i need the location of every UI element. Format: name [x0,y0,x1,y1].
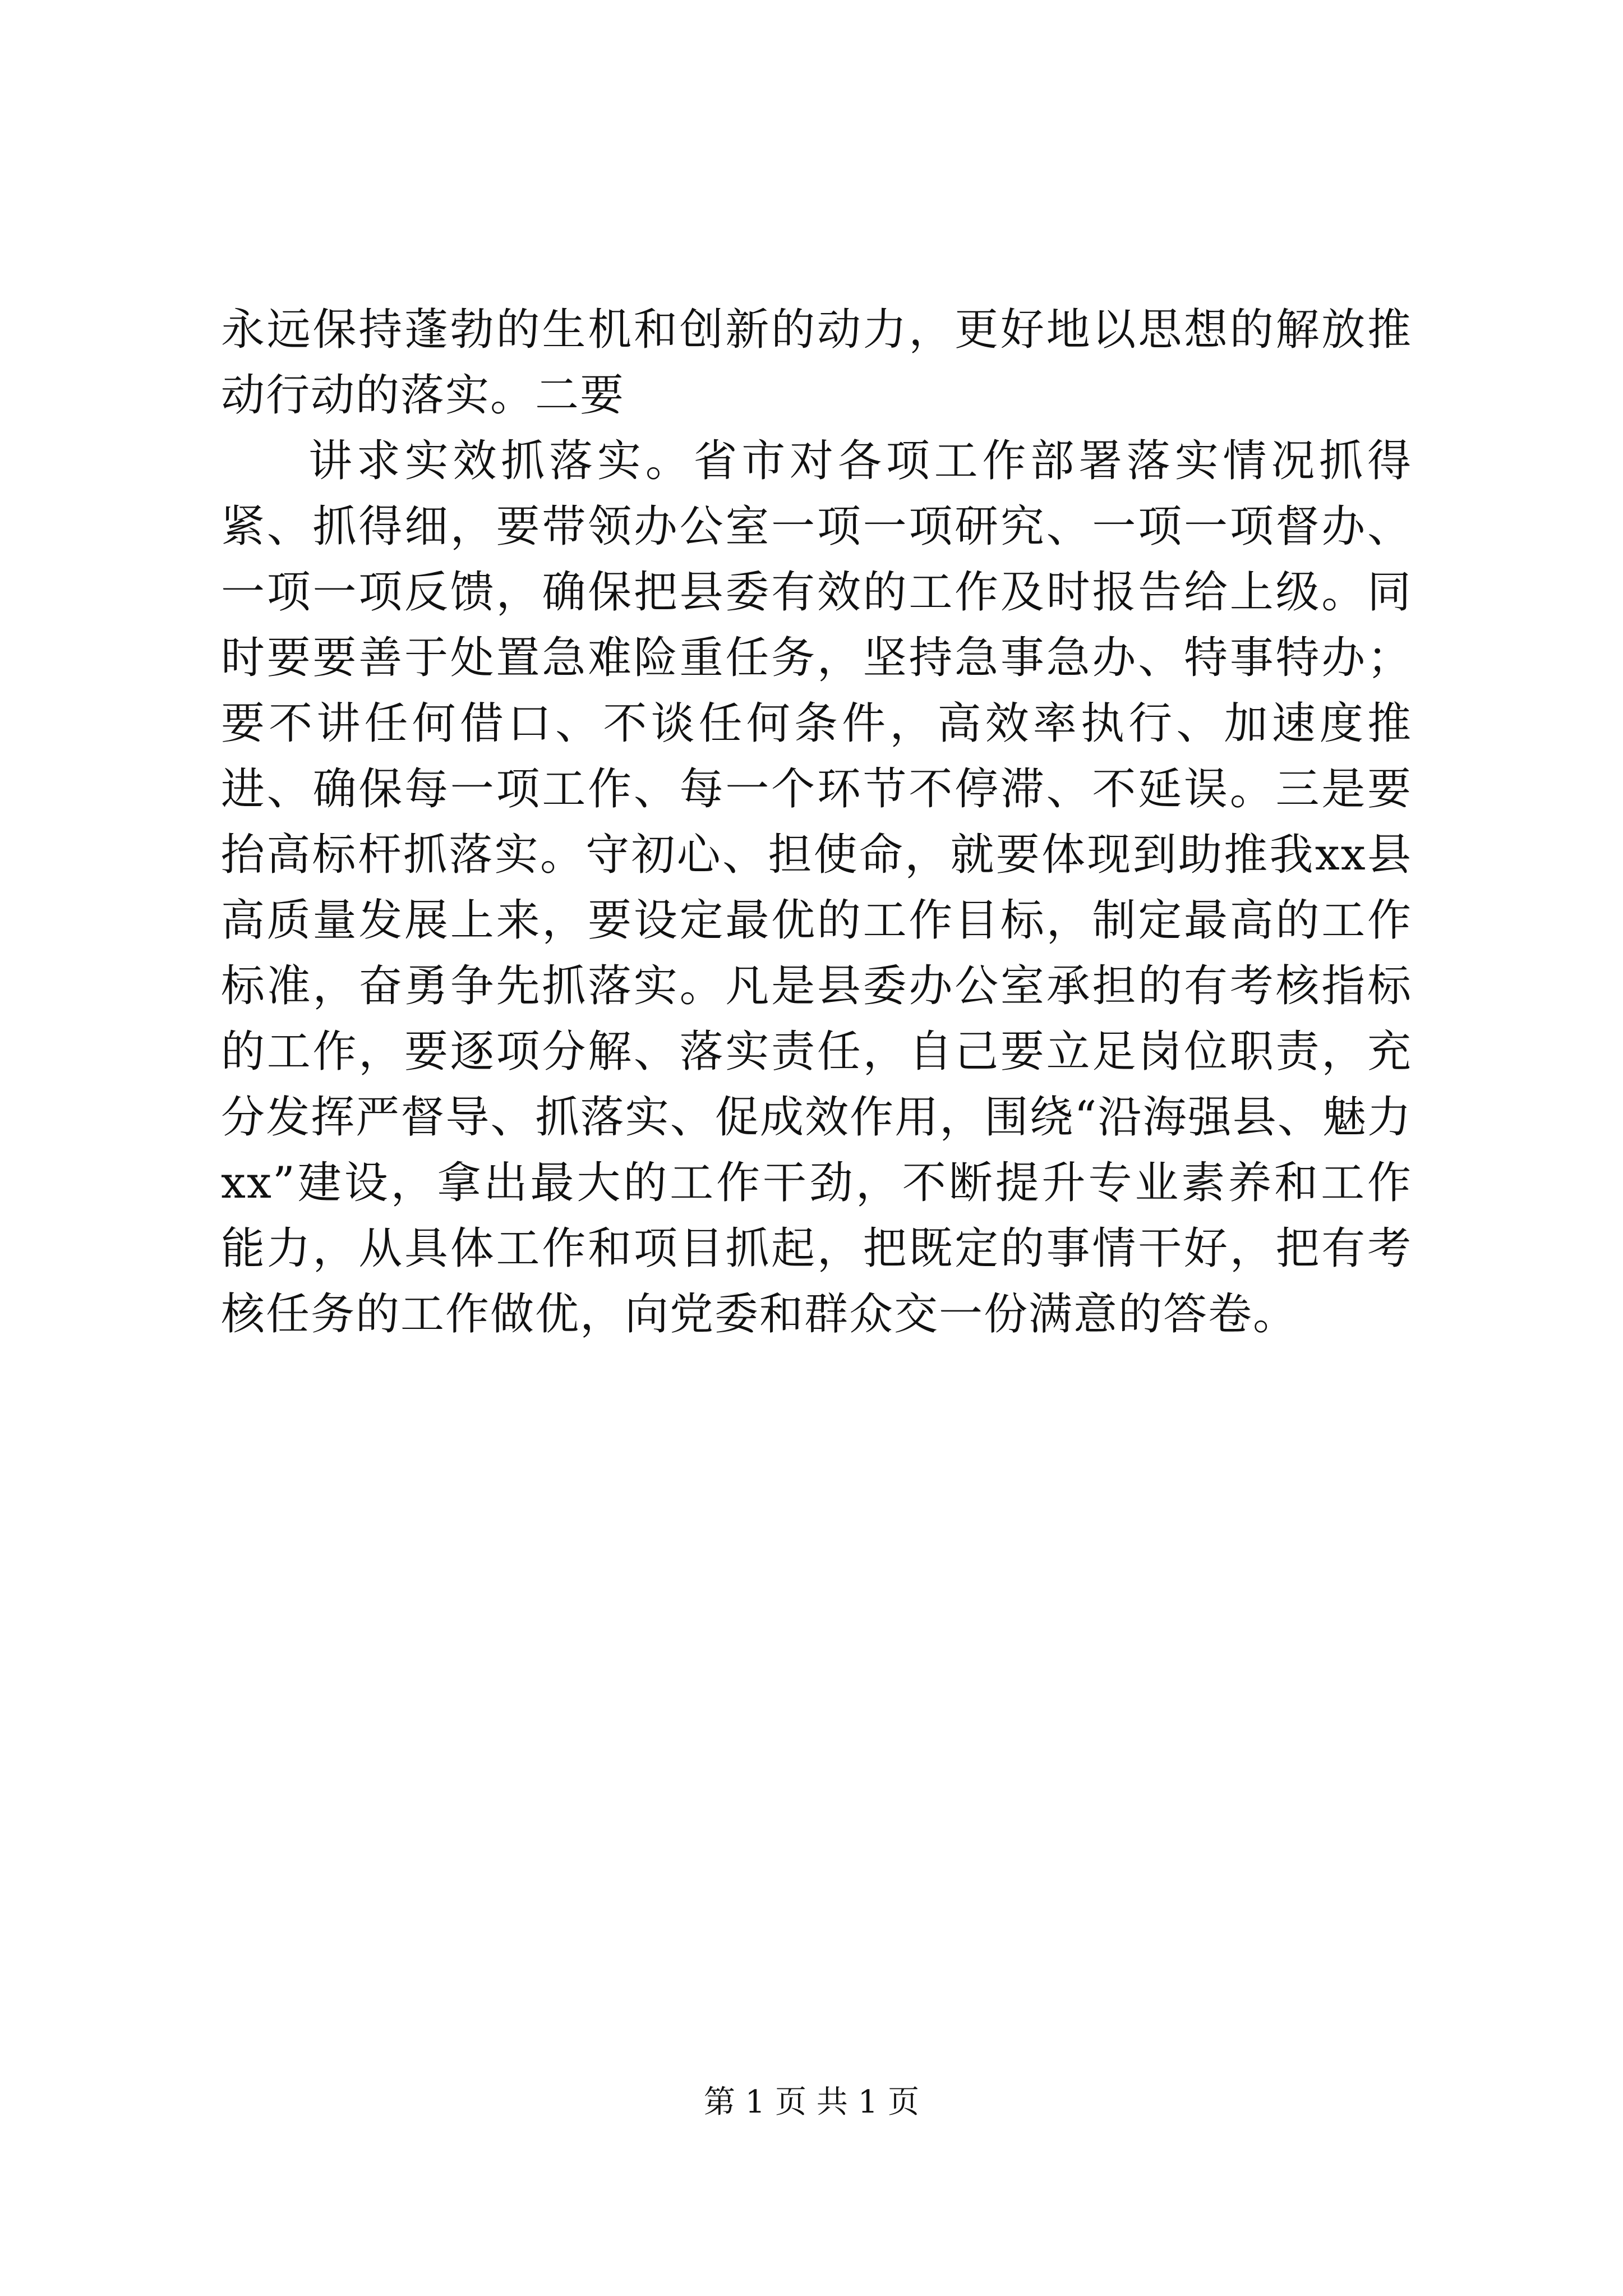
paragraph-2: 讲求实效抓落实。省市对各项工作部署落实情况抓得紧、抓得细，要带领办公室一项一项研究、一项一项督办、一项一项反馈，确保把县委有效的工作及时报告给上级。同时要要善于处置急难险重任务，坚持急事急办、特事特办；要不讲任何借口、不谈任何条件，高效率执行、加速度推进、确保每一项工作、每一个环节不停滞、不延误。三是要抬高标杆抓落实。守初心、担使命，就要体现到助推我xx县高质量发展上来，要设定最优的工作目标，制定最高的工作标准，奋勇争先抓落实。凡是县委办公室承担的有考核指标的工作，要逐项分解、落实责任，自己要立足岗位职责，充分发挥严督导、抓落实、促成效作用，围绕“沿海强县、魅力xx”建设，拿出最大的工作干劲，不断提升专业素养和工作能力，从具体工作和项目抓起，把既定的事情干好，把有考核任务的工作做优，向党委和群众交一份满意的答卷。 [221,436,1412,1340]
page-footer [0,2083,1623,2122]
document-body [221,297,1412,1347]
paragraph-1: 永远保持蓬勃的生机和创新的动力，更好地以思想的解放推动行动的落实。二要 [221,305,1412,421]
page-number: 第 1 页 共 1 页 [703,2084,920,2120]
